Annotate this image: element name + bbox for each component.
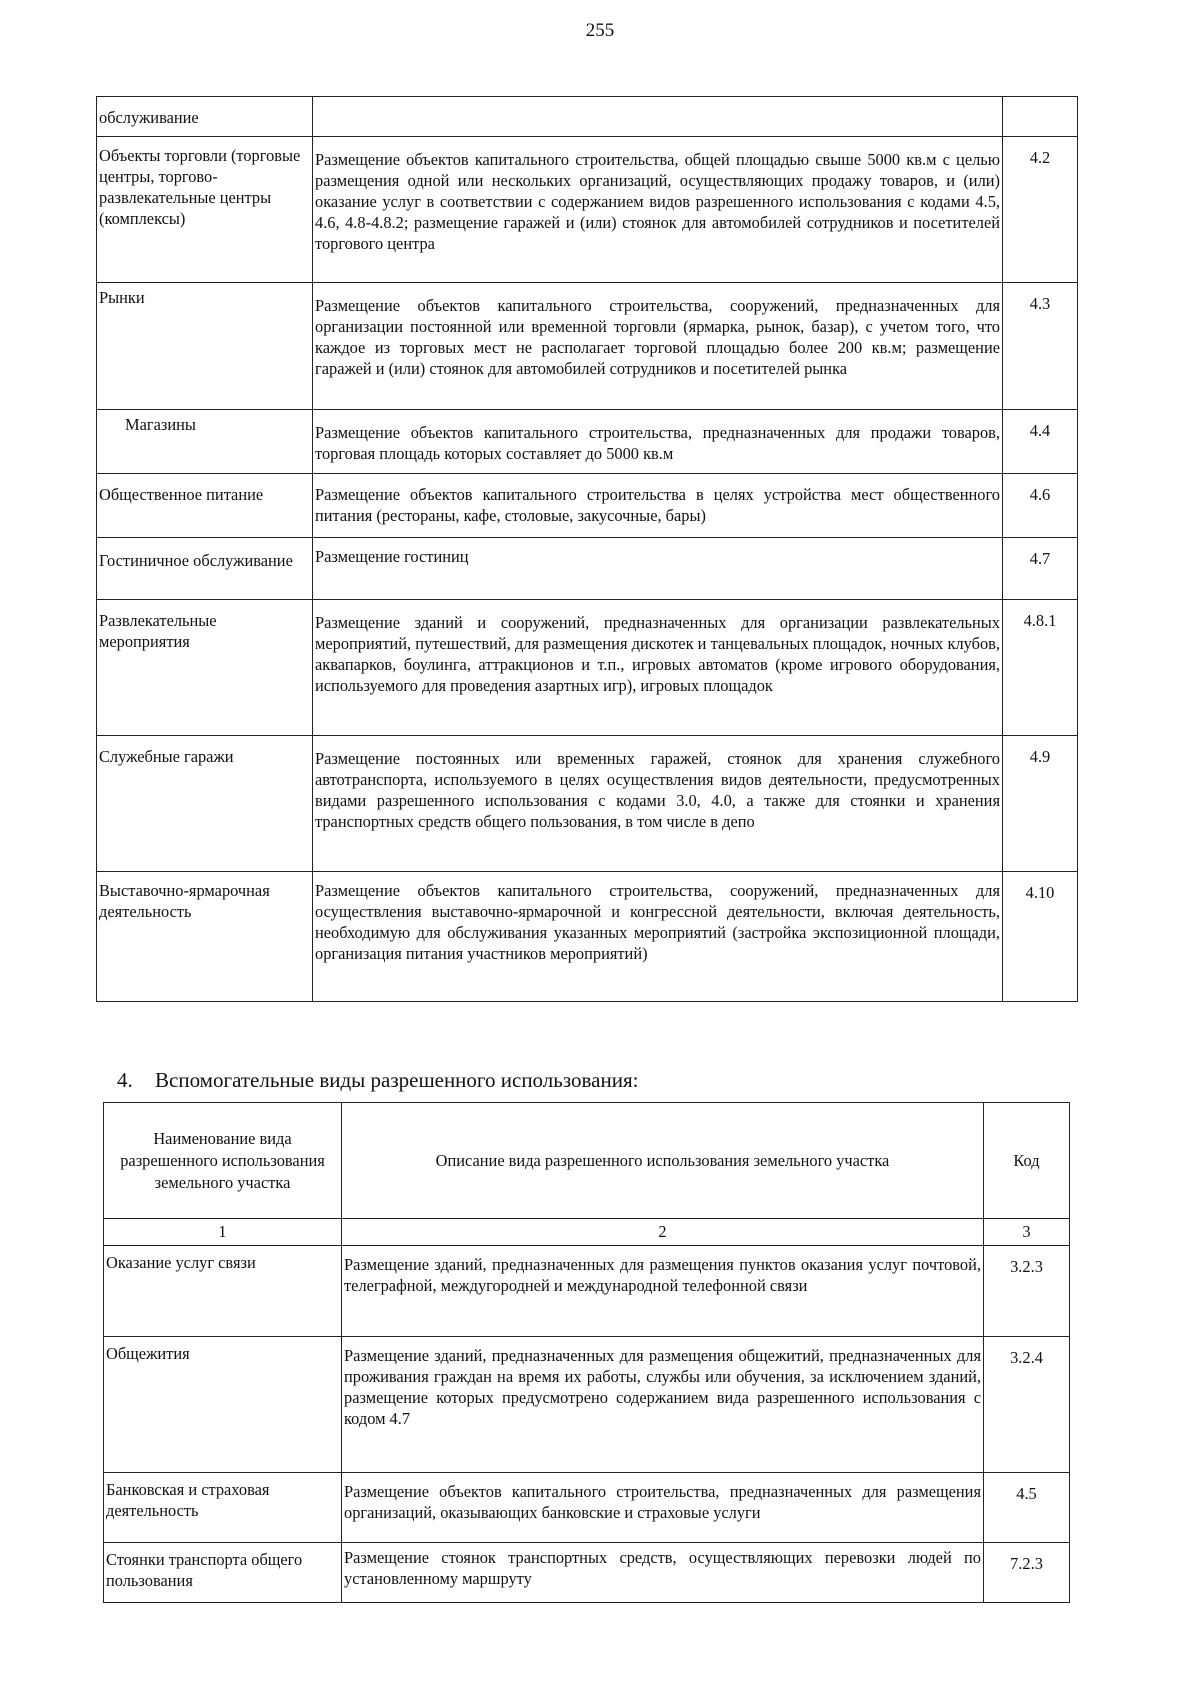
use-name: Служебные гаражи <box>97 736 313 872</box>
section-heading <box>117 1068 638 1093</box>
table-row <box>97 538 1078 600</box>
permitted-use-table-continued <box>96 96 1078 1002</box>
use-code <box>1003 97 1078 137</box>
use-code: 4.9 <box>1003 736 1078 872</box>
use-name: Объекты торговли (торговые центры, торгово-развлекательные центры (комплексы) <box>97 137 313 283</box>
column-number: 3 <box>984 1219 1070 1246</box>
page-number: 255 <box>585 20 615 41</box>
use-code: 4.2 <box>1003 137 1078 283</box>
use-name: Общественное питание <box>97 474 313 538</box>
use-code: 4.4 <box>1003 410 1078 474</box>
column-header-code: Код <box>984 1103 1070 1219</box>
auxiliary-use-table <box>103 1102 1070 1603</box>
table-row <box>97 474 1078 538</box>
use-name: Оказание услуг связи <box>104 1246 342 1337</box>
use-name: Стоянки транспорта общего пользования <box>104 1543 342 1603</box>
table-row <box>97 872 1078 1002</box>
column-header-description: Описание вида разрешенного использования земельного участка <box>342 1103 984 1219</box>
use-name: Гостиничное обслуживание <box>97 538 313 600</box>
use-description: Размещение объектов капитального строительства в целях устройства мест общественного питания (рестораны, кафе, столовые, закусочные, бары) <box>313 474 1003 538</box>
use-name: Банковская и страховая деятельность <box>104 1473 342 1543</box>
use-name: Магазины <box>97 410 313 474</box>
use-description: Размещение объектов капитального строительства, сооружений, предназначенных для осуществления выставочно-ярмарочной и конгрессной деятельности, включая деятельность, необходимую для обслуживания указанных мероприятий (застройка экспозиционной площади, организация питания участников мероприятий) <box>313 872 1003 1002</box>
table-row <box>97 97 1078 137</box>
use-description: Размещение стоянок транспортных средств, осуществляющих перевозки людей по установленному маршруту <box>342 1543 984 1603</box>
table-row <box>97 283 1078 410</box>
use-code: 4.5 <box>984 1473 1070 1543</box>
table-row <box>104 1543 1070 1603</box>
use-name: Выставочно-ярмарочная деятельность <box>97 872 313 1002</box>
table-row <box>97 600 1078 736</box>
section-title: Вспомогательные виды разрешенного использования: <box>155 1068 639 1092</box>
use-code: 3.2.4 <box>984 1337 1070 1473</box>
use-description: Размещение объектов капитального строительства, предназначенных для размещения организаций, оказывающих банковские и страховые услуги <box>342 1473 984 1543</box>
use-code: 4.6 <box>1003 474 1078 538</box>
use-description: Размещение постоянных или временных гаражей, стоянок для хранения служебного автотранспорта, используемого в целях осуществления видов деятельности, предусмотренных видами разрешенного использования с кодами 3.0, 4.0, а также для стоянки и хранения транспортных средств общего пользования, в том числе в депо <box>313 736 1003 872</box>
use-code: 4.8.1 <box>1003 600 1078 736</box>
use-name: Развлекательные мероприятия <box>97 600 313 736</box>
column-number: 1 <box>104 1219 342 1246</box>
table-header-row <box>104 1103 1070 1219</box>
use-description: Размещение зданий, предназначенных для размещения пунктов оказания услуг почтовой, телеграфной, междугородней и международной телефонной связи <box>342 1246 984 1337</box>
table-row <box>104 1246 1070 1337</box>
use-description: Размещение объектов капитального строительства, общей площадью свыше 5000 кв.м с целью размещения одной или нескольких организаций, осуществляющих продажу товаров, и (или) оказание услуг в соответствии с содержанием видов разрешенного использования с кодами 4.5, 4.6, 4.8-4.8.2; размещение гаражей и (или) стоянок для автомобилей сотрудников и посетителей торгового центра <box>313 137 1003 283</box>
use-code: 4.10 <box>1003 872 1078 1002</box>
column-header-name: Наименование вида разрешенного использования земельного участка <box>104 1103 342 1219</box>
use-name: Общежития <box>104 1337 342 1473</box>
use-name: обслуживание <box>97 97 313 137</box>
use-description: Размещение зданий, предназначенных для размещения общежитий, предназначенных для проживания граждан на время их работы, службы или обучения, за исключением зданий, размещение которых предусмотрено содержанием вида разрешенного использования с кодом 4.7 <box>342 1337 984 1473</box>
table-row <box>97 410 1078 474</box>
table-row <box>104 1337 1070 1473</box>
column-number: 2 <box>342 1219 984 1246</box>
column-number-row <box>104 1219 1070 1246</box>
use-code: 7.2.3 <box>984 1543 1070 1603</box>
section-number: 4. <box>117 1068 133 1092</box>
use-description: Размещение зданий и сооружений, предназначенных для организации развлекательных мероприятий, путешествий, для размещения дискотек и танцевальных площадок, ночных клубов, аквапарков, боулинга, аттракционов и т.п., игровых автоматов (кроме игрового оборудования, используемого для проведения азартных игр), игровых площадок <box>313 600 1003 736</box>
use-description: Размещение гостиниц <box>313 538 1003 600</box>
table-row <box>104 1473 1070 1543</box>
table-row <box>97 736 1078 872</box>
use-description <box>313 97 1003 137</box>
use-description: Размещение объектов капитального строительства, сооружений, предназначенных для организации постоянной или временной торговли (ярмарка, рынок, базар), с учетом того, что каждое из торговых мест не располагает торговой площадью более 200 кв.м; размещение гаражей и (или) стоянок для автомобилей сотрудников и посетителей рынка <box>313 283 1003 410</box>
use-code: 4.3 <box>1003 283 1078 410</box>
table-row <box>97 137 1078 283</box>
use-code: 4.7 <box>1003 538 1078 600</box>
use-name: Рынки <box>97 283 313 410</box>
use-code: 3.2.3 <box>984 1246 1070 1337</box>
use-description: Размещение объектов капитального строительства, предназначенных для продажи товаров, торговая площадь которых составляет до 5000 кв.м <box>313 410 1003 474</box>
